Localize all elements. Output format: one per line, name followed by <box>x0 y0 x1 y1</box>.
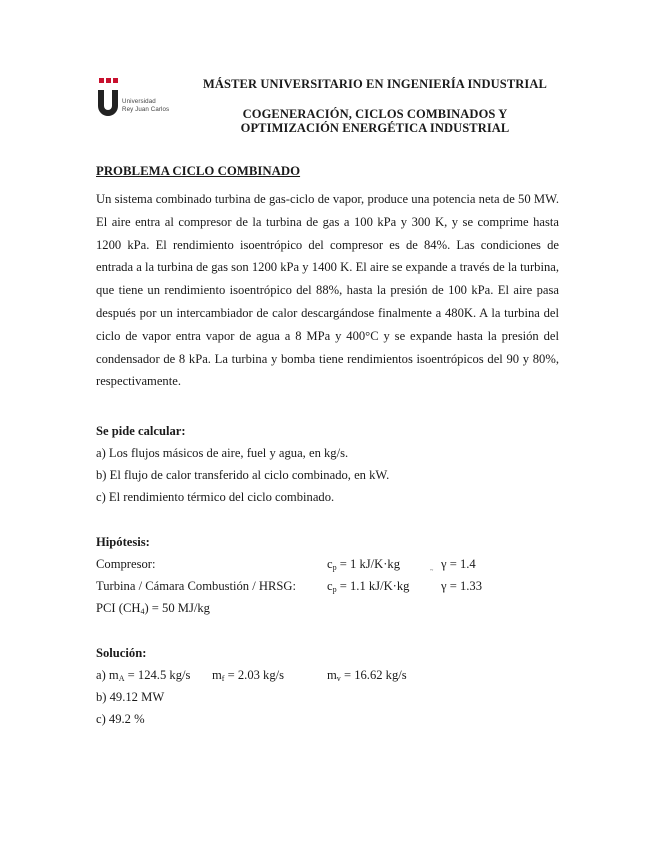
solution-b: b) 49.12 MW <box>96 690 165 704</box>
sol-a-value: = 124.5 kg/s <box>124 668 191 682</box>
pci-sub: 4 <box>140 607 145 616</box>
sol-v-value: = 16.62 kg/s <box>340 668 407 682</box>
tiny-mark: ~ <box>430 568 434 574</box>
logo-line-1: Universidad <box>122 98 156 105</box>
solution-c: c) 49.2 % <box>96 712 145 726</box>
problem-statement: Un sistema combinado turbina de gas-ciclo de vapor, produce una potencia neta de 50 MW. El aire entra al compresor de la turbina de gas a 100 kPa y 300 K, y se comprime hasta 1200 kPa. El rendimiento isoentrópico del compresor es de 84%. Las condiciones de entrada a la turbina de gas son 1200 kPa y 1400 K. El aire se expande a través de la turbina, que tiene un rendimiento isoentrópico del 88%, hasta la presión de 100 kPa. El aire pasa después por un intercambiador de calor descargándose finalmente a 480K. A la turbina del ciclo de vapor entra vapor de agua a 8 MPa y 400°C y se expande hasta la presión del condensador de 8 kPa. La turbina y bomba tiene rendimientos isoentrópicos del 90 y 80%, respectivamente. <box>96 192 559 389</box>
urjc-logo-icon <box>96 76 120 120</box>
cp-symbol: c <box>327 557 333 571</box>
header-course-line-1: COGENERACIÓN, CICLOS COMBINADOS Y <box>242 107 508 121</box>
sol-f-sub: f <box>221 674 225 683</box>
header-course <box>180 107 570 135</box>
solution-heading: Solución: <box>96 646 147 660</box>
hyp-compressor-gamma: γ = 1.4 <box>441 557 476 571</box>
ask-item-b: b) El flujo de calor transferido al ciclo combinado, en kW. <box>96 468 390 482</box>
ask-item-a: a) Los flujos másicos de aire, fuel y agua, en kg/s. <box>96 446 349 460</box>
pci-post: ) = 50 MJ/kg <box>144 601 210 615</box>
hyp-turbine-gamma: γ = 1.33 <box>441 579 483 593</box>
cp-sub: p <box>332 585 337 594</box>
hyp-turbine-label: Turbina / Cámara Combustión / HRSG: <box>96 579 296 593</box>
hyp-pci <box>96 601 210 616</box>
solution-a-water <box>327 668 407 683</box>
hyp-compressor-cp <box>327 557 400 572</box>
sol-v-label: m <box>327 668 337 682</box>
sol-v-sub: v <box>336 674 341 683</box>
cp-value: = 1.1 kJ/K·kg <box>336 579 410 593</box>
hyp-turbine-cp <box>327 579 409 594</box>
sol-f-value: = 2.03 kg/s <box>224 668 285 682</box>
cp-sub: p <box>332 563 337 572</box>
university-logo <box>96 76 186 122</box>
logo-line-2: Rey Juan Carlos <box>122 106 170 113</box>
cp-value: = 1 kJ/K·kg <box>336 557 401 571</box>
problem-title: PROBLEMA CICLO COMBINADO <box>96 164 301 178</box>
ask-heading: Se pide calcular: <box>96 424 186 438</box>
solution-a-air <box>96 668 190 683</box>
sol-a-label: a) m <box>96 668 119 682</box>
sol-a-sub: A <box>118 674 125 683</box>
solution-a-fuel <box>212 668 284 683</box>
hypotheses-heading: Hipótesis: <box>96 535 150 549</box>
logo-text <box>122 98 169 114</box>
header-course-line-2: OPTIMIZACIÓN ENERGÉTICA INDUSTRIAL <box>240 121 510 135</box>
ask-item-c: c) El rendimiento térmico del ciclo combinado. <box>96 490 335 504</box>
sol-f-label: m <box>212 668 222 682</box>
hyp-compressor-label: Compresor: <box>96 557 156 571</box>
header-master: MÁSTER UNIVERSITARIO EN INGENIERÍA INDUSTRIAL <box>203 77 547 91</box>
pci-pre: PCI (CH <box>96 601 141 615</box>
cp-symbol: c <box>327 579 333 593</box>
